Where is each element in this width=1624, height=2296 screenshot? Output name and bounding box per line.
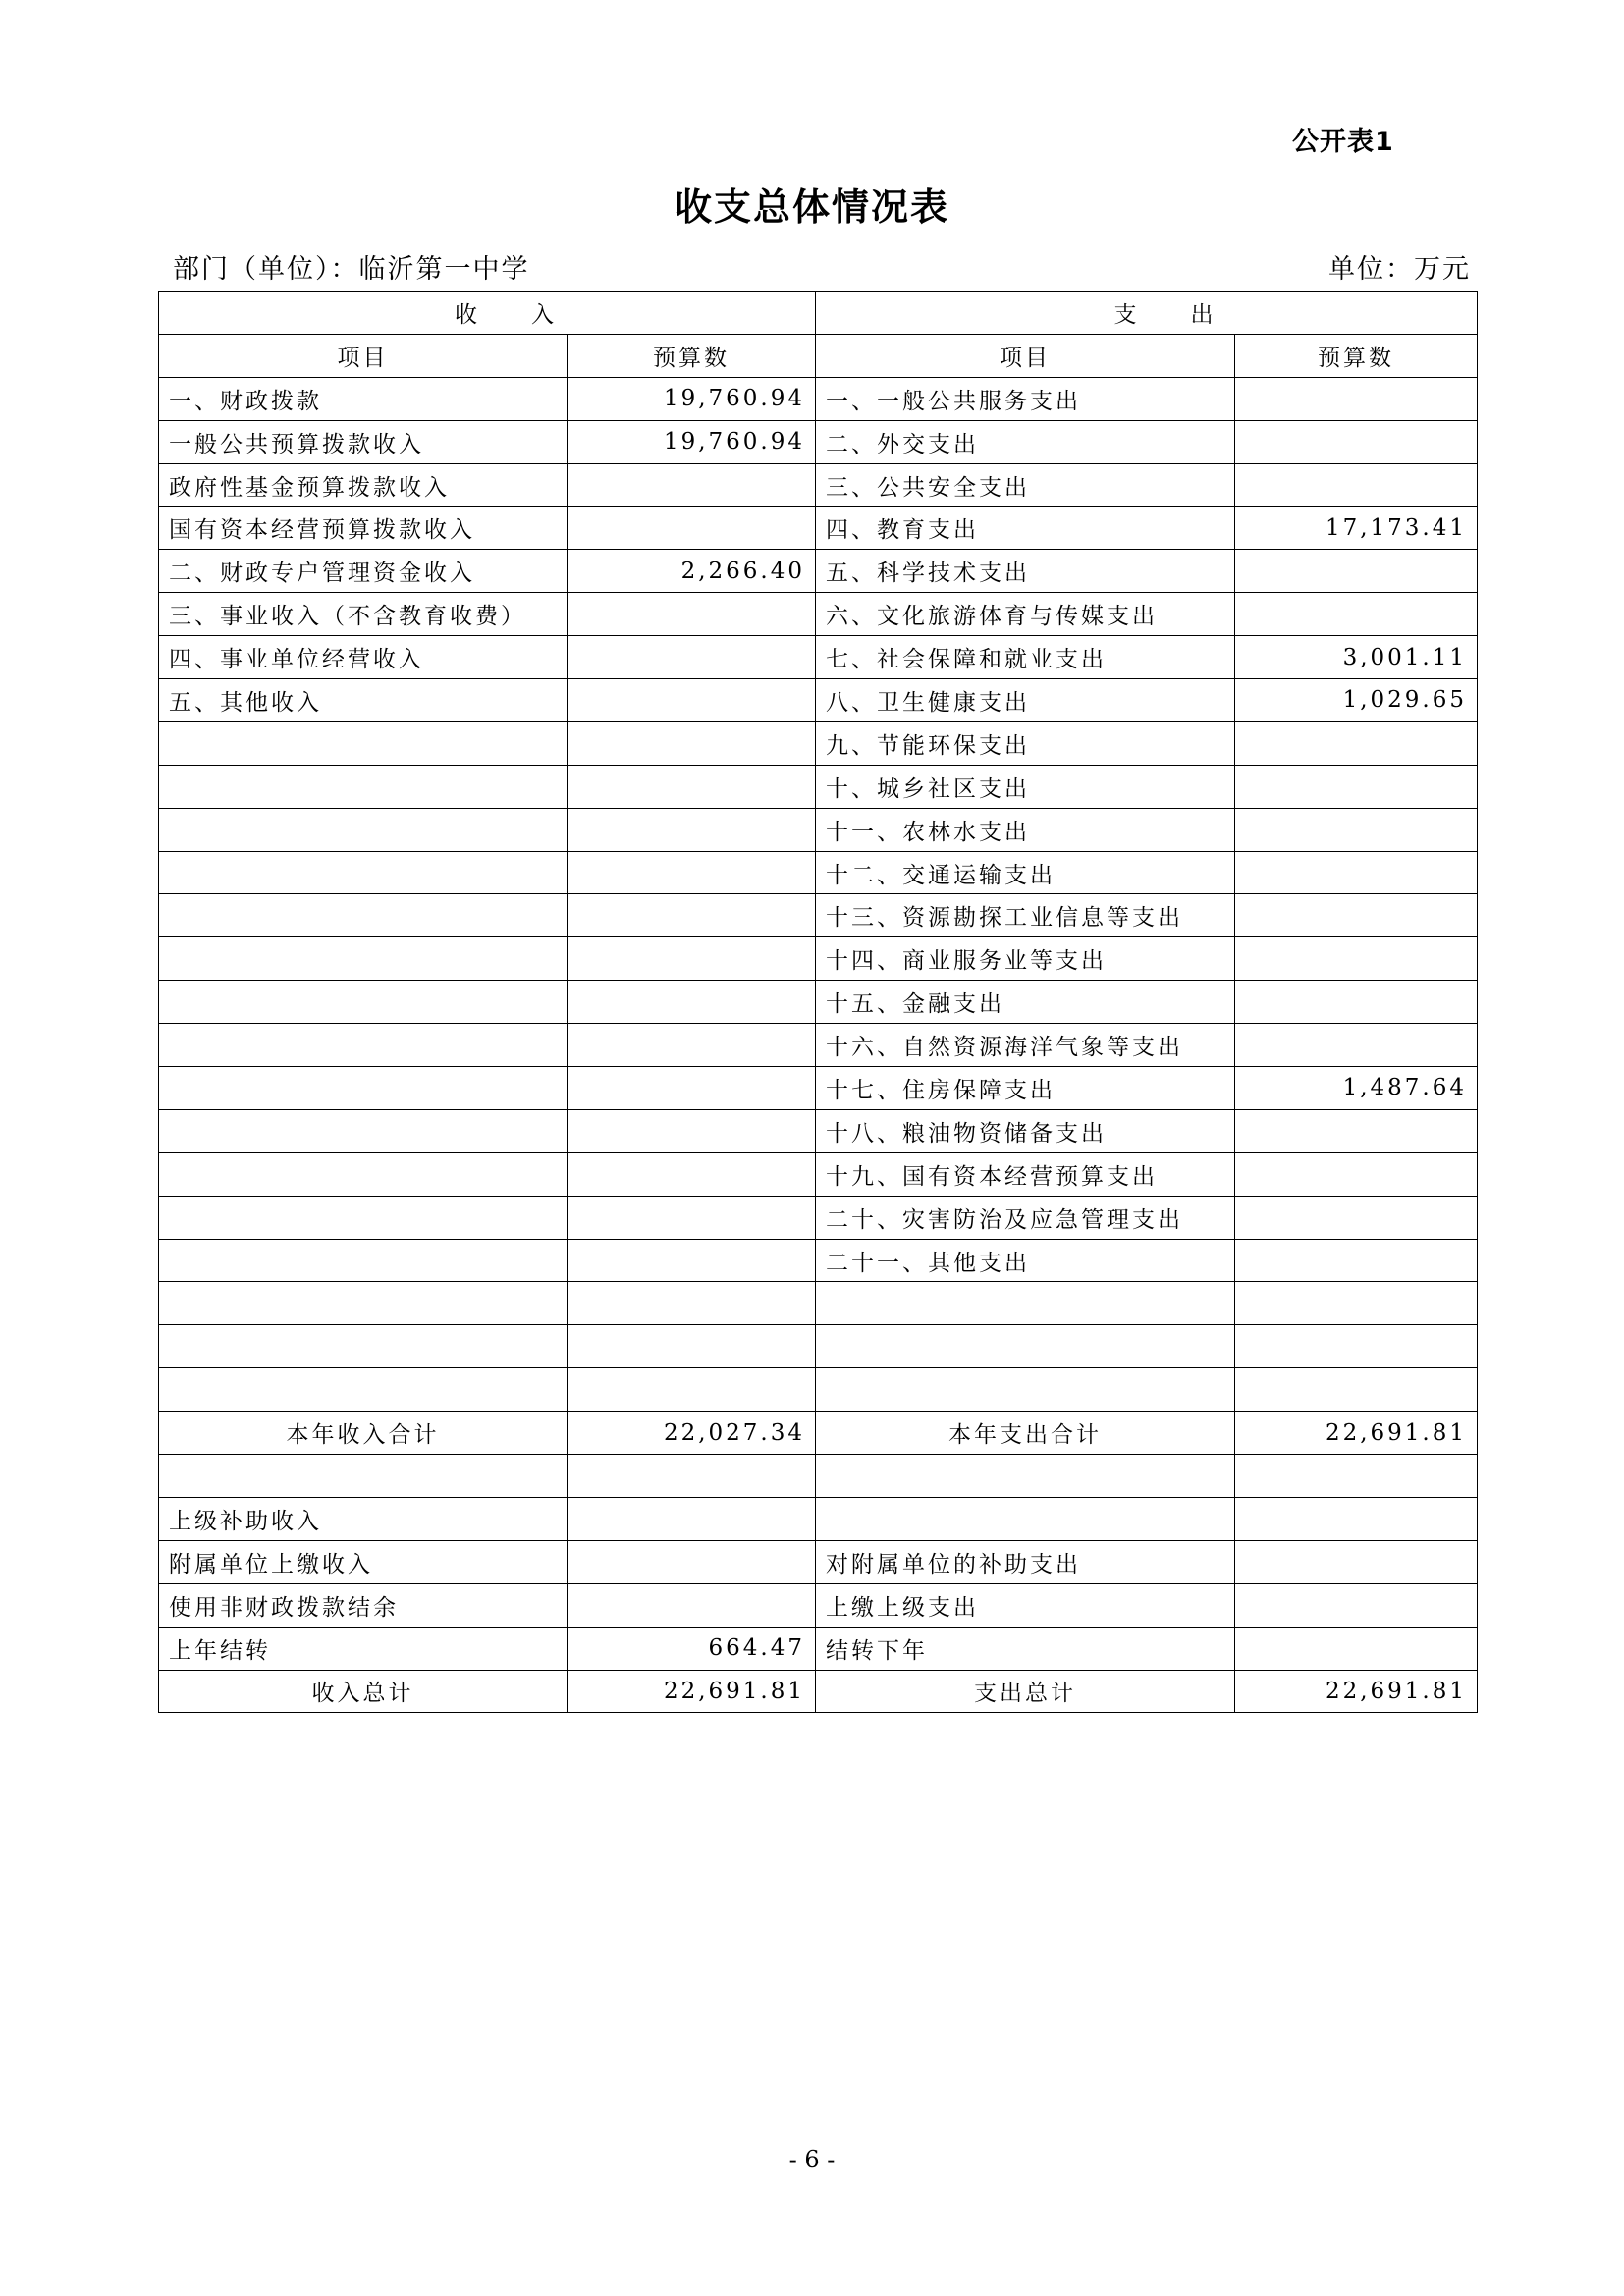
income-item-cell [159,1152,568,1196]
income-item-cell: 二、财政专户管理资金收入 [159,550,568,593]
expense-item-cell: 十一、农林水支出 [816,808,1235,851]
expense-value-cell [1235,1282,1478,1325]
expense-value-cell: 17,173.41 [1235,507,1478,550]
income-item-cell: 三、事业收入（不含教育收费） [159,593,568,636]
expense-item-cell: 对附属单位的补助支出 [816,1540,1235,1583]
income-value-cell [568,981,816,1024]
income-section-header: 收 入 [159,292,816,335]
income-item-cell: 四、事业单位经营收入 [159,636,568,679]
income-value-cell: 22,027.34 [568,1412,816,1455]
budget-table [158,291,1478,1713]
expense-item-cell: 七、社会保障和就业支出 [816,636,1235,679]
income-item-cell: 上级补助收入 [159,1497,568,1540]
table-row [159,1368,1478,1412]
income-value-cell [568,1540,816,1583]
expense-item-header: 项目 [816,334,1235,377]
expense-item-cell [816,1325,1235,1368]
income-value-cell: 19,760.94 [568,377,816,420]
income-item-cell [159,1368,568,1412]
unit-label: 单位：万元 [1328,254,1471,285]
table-row [159,1325,1478,1368]
expense-value-cell [1235,463,1478,507]
expense-item-cell [816,1282,1235,1325]
income-value-cell [568,1583,816,1627]
income-value-cell [568,1239,816,1282]
expense-item-cell: 结转下年 [816,1627,1235,1670]
grand-total-row [159,1670,1478,1713]
income-item-cell: 国有资本经营预算拨款收入 [159,507,568,550]
table-label: 公开表1 [1292,127,1394,157]
income-value-cell [568,1455,816,1498]
income-value-cell [568,1067,816,1110]
table-row [159,507,1478,550]
expense-item-cell: 八、卫生健康支出 [816,679,1235,722]
expense-item-cell: 二十、灾害防治及应急管理支出 [816,1196,1235,1239]
table-row [159,1239,1478,1282]
income-value-cell [568,1497,816,1540]
income-value-cell [568,1196,816,1239]
table-row [159,420,1478,463]
expense-item-cell: 四、教育支出 [816,507,1235,550]
expense-budget-header: 预算数 [1235,334,1478,377]
income-value-cell [568,721,816,765]
table-row [159,808,1478,851]
expense-item-cell: 十五、金融支出 [816,981,1235,1024]
expense-item-cell: 十八、粮油物资储备支出 [816,1109,1235,1152]
expense-item-cell: 本年支出合计 [816,1412,1235,1455]
table-row [159,1109,1478,1152]
section-header-row [159,292,1478,335]
income-value-cell [568,1368,816,1412]
table-row [159,463,1478,507]
expense-item-cell: 二十一、其他支出 [816,1239,1235,1282]
income-value-cell [568,507,816,550]
expense-value-cell [1235,377,1478,420]
income-value-cell [568,894,816,937]
expense-value-cell [1235,808,1478,851]
table-row [159,981,1478,1024]
income-value-cell [568,937,816,981]
expense-item-cell: 十四、商业服务业等支出 [816,937,1235,981]
table-row [159,1627,1478,1670]
income-value-cell [568,1152,816,1196]
expense-value-cell [1235,1024,1478,1067]
page-number: - 6 - [788,2146,836,2173]
table-row [159,1152,1478,1196]
table-row [159,1067,1478,1110]
expense-item-cell: 二、外交支出 [816,420,1235,463]
table-row [159,1497,1478,1540]
expense-item-cell [816,1368,1235,1412]
income-value-cell [568,1325,816,1368]
expense-value-cell [1235,1368,1478,1412]
income-item-cell [159,1024,568,1067]
expense-value-cell [1235,981,1478,1024]
income-value-cell [568,679,816,722]
expense-value-cell [1235,937,1478,981]
expense-value-cell [1235,1239,1478,1282]
income-item-cell [159,937,568,981]
column-header-row [159,334,1478,377]
table-row [159,377,1478,420]
table-row [159,1540,1478,1583]
department-label: 部门（单位）：临沂第一中学 [173,254,530,285]
income-item-cell [159,1325,568,1368]
expense-value-cell [1235,765,1478,808]
income-value-cell [568,808,816,851]
income-item-cell [159,1196,568,1239]
table-row [159,1282,1478,1325]
income-item-cell [159,1239,568,1282]
income-value-cell [568,636,816,679]
expense-value-cell [1235,1152,1478,1196]
income-item-cell [159,1455,568,1498]
income-value-cell [568,1109,816,1152]
income-value-cell [568,1024,816,1067]
expense-item-cell: 十九、国有资本经营预算支出 [816,1152,1235,1196]
expense-value-cell [1235,894,1478,937]
expense-item-cell: 十、城乡社区支出 [816,765,1235,808]
income-item-cell [159,1109,568,1152]
income-item-cell: 附属单位上缴收入 [159,1540,568,1583]
expense-item-cell: 十二、交通运输支出 [816,851,1235,894]
table-row [159,550,1478,593]
expense-item-cell: 一、一般公共服务支出 [816,377,1235,420]
expense-item-cell: 三、公共安全支出 [816,463,1235,507]
table-row [159,1024,1478,1067]
expense-item-cell: 十六、自然资源海洋气象等支出 [816,1024,1235,1067]
expense-value-cell: 22,691.81 [1235,1670,1478,1713]
expense-value-cell [1235,1583,1478,1627]
expense-item-cell: 上缴上级支出 [816,1583,1235,1627]
expense-item-cell: 五、科学技术支出 [816,550,1235,593]
expense-value-cell [1235,593,1478,636]
expense-value-cell [1235,420,1478,463]
expense-section-header: 支 出 [816,292,1478,335]
income-value-cell [568,463,816,507]
expense-item-cell: 十三、资源勘探工业信息等支出 [816,894,1235,937]
income-item-cell [159,808,568,851]
table-row [159,894,1478,937]
expense-value-cell: 1,029.65 [1235,679,1478,722]
expense-value-cell: 3,001.11 [1235,636,1478,679]
expense-value-cell [1235,1325,1478,1368]
page-title: 收支总体情况表 [674,186,949,229]
table-row [159,1583,1478,1627]
expense-item-cell: 九、节能环保支出 [816,721,1235,765]
table-row [159,937,1478,981]
income-item-cell [159,851,568,894]
income-item-cell: 一、财政拨款 [159,377,568,420]
table-row [159,851,1478,894]
table-row [159,721,1478,765]
expense-value-cell [1235,1540,1478,1583]
expense-value-cell [1235,1627,1478,1670]
income-item-cell [159,894,568,937]
income-value-cell: 19,760.94 [568,420,816,463]
expense-value-cell [1235,1109,1478,1152]
income-item-cell: 上年结转 [159,1627,568,1670]
table-row [159,593,1478,636]
expense-value-cell: 1,487.64 [1235,1067,1478,1110]
expense-item-cell: 支出总计 [816,1670,1235,1713]
year-total-row [159,1412,1478,1455]
income-value-cell: 22,691.81 [568,1670,816,1713]
income-item-cell [159,721,568,765]
income-item-cell [159,1282,568,1325]
expense-value-cell [1235,1196,1478,1239]
income-item-cell: 政府性基金预算拨款收入 [159,463,568,507]
table-row [159,765,1478,808]
table-row [159,1196,1478,1239]
income-value-cell: 2,266.40 [568,550,816,593]
income-item-cell: 使用非财政拨款结余 [159,1583,568,1627]
income-item-cell [159,765,568,808]
income-budget-header: 预算数 [568,334,816,377]
income-value-cell [568,851,816,894]
income-item-cell: 收入总计 [159,1670,568,1713]
expense-value-cell [1235,721,1478,765]
expense-value-cell [1235,550,1478,593]
income-item-header: 项目 [159,334,568,377]
income-item-cell [159,981,568,1024]
income-item-cell: 五、其他收入 [159,679,568,722]
income-value-cell [568,765,816,808]
expense-item-cell: 六、文化旅游体育与传媒支出 [816,593,1235,636]
expense-value-cell [1235,1497,1478,1540]
income-value-cell [568,593,816,636]
income-value-cell [568,1282,816,1325]
expense-item-cell [816,1497,1235,1540]
income-value-cell: 664.47 [568,1627,816,1670]
expense-value-cell [1235,851,1478,894]
table-row [159,1455,1478,1498]
expense-item-cell [816,1455,1235,1498]
expense-item-cell: 十七、住房保障支出 [816,1067,1235,1110]
income-item-cell: 一般公共预算拨款收入 [159,420,568,463]
expense-value-cell [1235,1455,1478,1498]
table-row [159,679,1478,722]
income-item-cell [159,1067,568,1110]
income-item-cell: 本年收入合计 [159,1412,568,1455]
expense-value-cell: 22,691.81 [1235,1412,1478,1455]
table-row [159,636,1478,679]
